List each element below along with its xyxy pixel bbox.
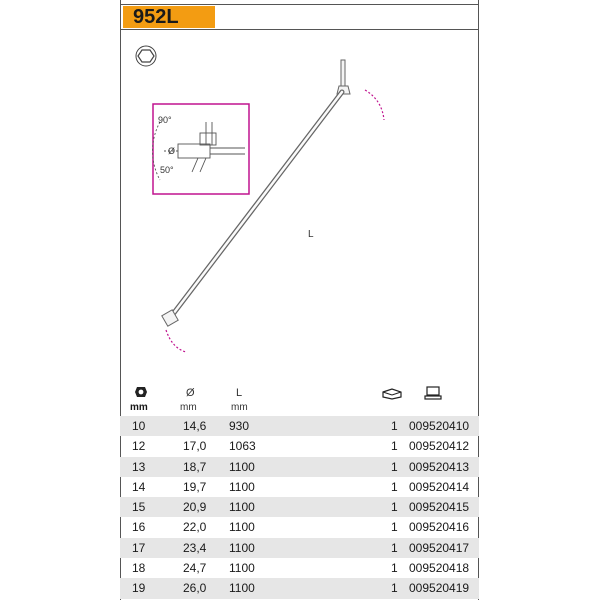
diameter-label: Ø [168,146,176,156]
title-badge [123,6,215,28]
diameter-cell: 17,0 [183,439,207,454]
qty-cell: 1 [391,540,398,555]
length-cell: 1100 [229,540,255,555]
table-row [120,457,479,477]
diameter-cell: 24,7 [183,561,207,576]
code-cell: 009520413 [409,459,470,474]
qty-cell: 1 [391,581,398,596]
diameter-cell: 26,0 [183,581,207,596]
qty-cell: 1 [391,419,398,433]
code-cell: 009520416 [409,520,470,535]
unit-length: mm [231,402,248,413]
computer-icon [424,386,442,400]
product-illustration [120,30,479,380]
table-row [120,578,479,598]
diameter-cell: 19,7 [183,479,207,494]
spec-table [120,384,479,599]
hex-socket-icon [134,386,148,398]
length-header: L [236,387,243,399]
size-cell: 18 [132,561,146,576]
length-cell: 1100 [229,459,255,474]
qty-cell: 1 [391,520,398,535]
table-header-icons [120,384,479,402]
length-cell: 1100 [229,479,255,494]
hex-socket-icon-ring [136,46,156,66]
angle-top-label: 90° [158,115,172,125]
code-cell: 009520415 [409,500,470,515]
code-cell: 009520419 [409,581,470,596]
table-row [120,416,479,436]
top-swivel-arc [365,90,384,120]
size-cell: 13 [132,459,146,474]
angle-bottom-label: 50° [160,165,174,175]
diameter-cell: 18,7 [183,459,207,474]
table-row [120,436,479,456]
table-header-units [120,402,479,416]
length-cell: 1100 [229,500,255,515]
header-bar [120,4,479,30]
table-row [120,538,479,558]
table-row [120,477,479,497]
code-cell: 009520412 [409,439,470,454]
size-cell: 12 [132,439,146,454]
qty-cell: 1 [391,459,398,474]
qty-cell: 1 [391,439,398,454]
size-cell: 15 [132,500,146,515]
qty-cell: 1 [391,479,398,494]
qty-cell: 1 [391,561,398,576]
hex-socket-icon [138,50,154,62]
package-icon [382,388,402,400]
diameter-cell: 23,4 [183,540,207,555]
diameter-cell: 14,6 [183,419,207,433]
size-cell: 16 [132,520,146,535]
bottom-swivel-arc [166,330,186,352]
size-cell: 14 [132,479,146,494]
table-row [120,517,479,537]
code-cell: 009520410 [409,419,470,433]
length-label: L [308,229,314,240]
length-cell: 1100 [229,520,255,535]
code-cell: 009520417 [409,540,470,555]
unit-diameter: mm [180,402,197,413]
length-cell: 1100 [229,581,255,596]
length-cell: 930 [229,419,250,433]
table-row [120,497,479,517]
code-cell: 009520414 [409,479,470,494]
table-row [120,558,479,578]
size-cell: 17 [132,540,146,555]
product-code-title: 952L [133,6,179,28]
unit-size: mm [130,402,148,413]
code-cell: 009520418 [409,561,470,576]
length-cell: 1063 [229,439,256,454]
diameter-cell: 22,0 [183,520,207,535]
diameter-cell: 20,9 [183,500,207,515]
size-cell: 19 [132,581,146,596]
length-cell: 1100 [229,561,255,576]
qty-cell: 1 [391,500,398,515]
diameter-header: Ø [186,387,195,399]
size-cell: 10 [132,419,146,433]
